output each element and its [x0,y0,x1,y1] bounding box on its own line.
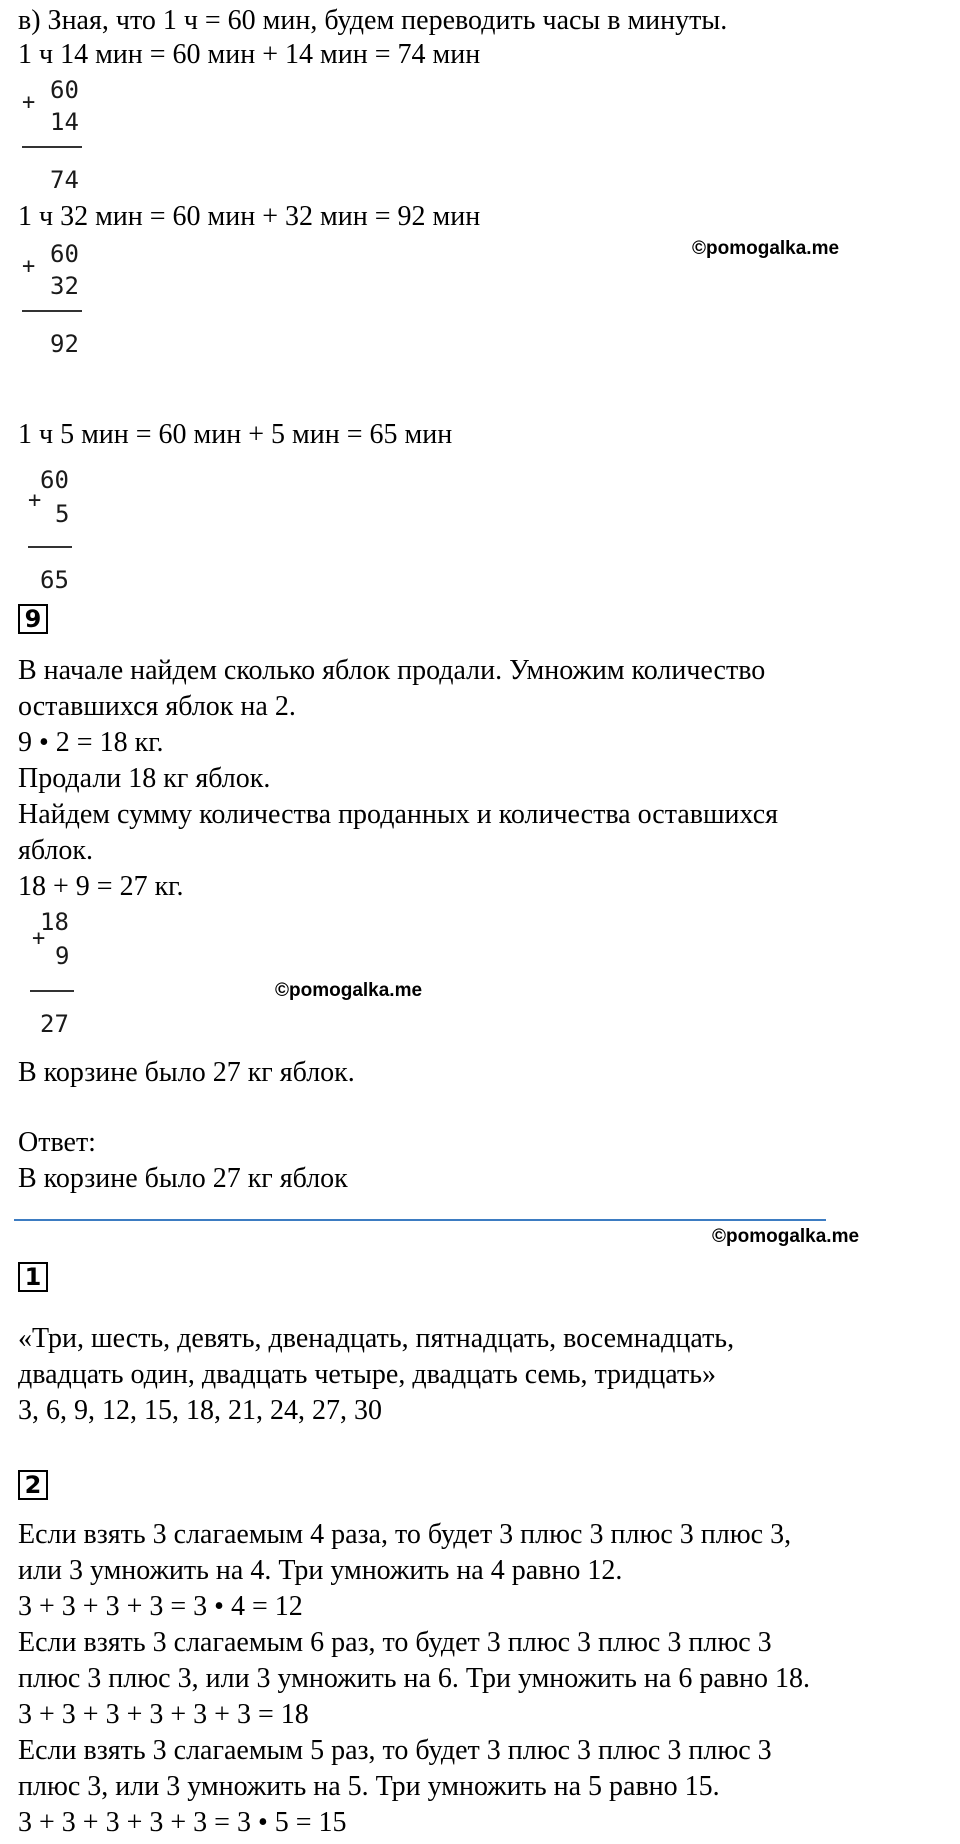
paragraph-line: «Три, шесть, девять, двенадцать, пятнадцать, восемнадцать, [18,1323,735,1354]
sum-line [22,146,82,148]
paragraph-line: или 3 умножить на 4. Три умножить на 4 равно 12. [18,1555,623,1586]
task-number-box: 1 [18,1262,48,1292]
equation-line: 18 + 9 = 27 кг. [18,871,184,902]
watermark: ©pomogalka.me [692,238,840,259]
intro-text: в) Зная, что 1 ч = 60 мин, будем переводить часы в минуты. [18,5,728,36]
paragraph-line: Если взять 3 слагаемым 6 раз, то будет 3 плюс 3 плюс 3 плюс 3 [18,1627,772,1658]
equation-line: 1 ч 5 мин = 60 мин + 5 мин = 65 мин [18,419,453,450]
equation-line: 9 • 2 = 18 кг. [18,727,164,758]
sum-line [30,990,74,992]
addend: 60 [50,76,79,104]
task-number-box: 2 [18,1470,48,1500]
watermark: ©pomogalka.me [712,1226,860,1247]
paragraph-line: В начале найдем сколько яблок продали. Умножим количество [18,655,766,686]
paragraph-line: плюс 3, или 3 умножить на 5. Три умножить на 5 равно 15. [18,1771,720,1802]
section-divider [14,1219,826,1221]
addend: 5 [55,500,70,528]
equation-line: 3 + 3 + 3 + 3 = 3 • 4 = 12 [18,1591,303,1622]
plus-sign: + [32,926,46,951]
paragraph-line: Если взять 3 слагаемым 5 раз, то будет 3 плюс 3 плюс 3 плюс 3 [18,1735,772,1766]
sum: 65 [40,566,69,594]
addend: 14 [50,108,79,136]
sum-line [28,546,72,548]
paragraph-line: плюс 3 плюс 3, или 3 умножить на 6. Три умножить на 6 равно 18. [18,1663,810,1694]
sum: 74 [50,166,79,194]
plus-sign: + [28,488,42,513]
sum: 92 [50,330,79,358]
paragraph-line: Найдем сумму количества проданных и количества оставшихся [18,799,779,830]
plus-sign: + [22,254,36,279]
sum: 27 [40,1010,69,1038]
paragraph-line: яблок. [18,835,94,866]
addend: 60 [40,466,69,494]
addend: 18 [40,908,69,936]
answer-text: В корзине было 27 кг яблок [18,1163,348,1194]
paragraph-line: В корзине было 27 кг яблок. [18,1057,355,1088]
addend: 32 [50,272,79,300]
answer-label: Ответ: [18,1127,96,1158]
watermark: ©pomogalka.me [275,980,423,1001]
number-sequence: 3, 6, 9, 12, 15, 18, 21, 24, 27, 30 [18,1395,382,1426]
task-number-box: 9 [18,604,48,634]
plus-sign: + [22,90,36,115]
paragraph-line: Продали 18 кг яблок. [18,763,271,794]
paragraph-line: двадцать один, двадцать четыре, двадцать семь, тридцать» [18,1359,716,1390]
addend: 60 [50,240,79,268]
paragraph-line: Если взять 3 слагаемым 4 раза, то будет 3 плюс 3 плюс 3 плюс 3, [18,1519,792,1550]
equation-line: 3 + 3 + 3 + 3 + 3 + 3 = 18 [18,1699,309,1730]
equation-line: 1 ч 14 мин = 60 мин + 14 мин = 74 мин [18,39,481,70]
addend: 9 [55,942,70,970]
paragraph-line: оставшихся яблок на 2. [18,691,296,722]
equation-line: 1 ч 32 мин = 60 мин + 32 мин = 92 мин [18,201,481,232]
equation-line: 3 + 3 + 3 + 3 + 3 = 3 • 5 = 15 [18,1807,347,1838]
sum-line [22,310,82,312]
